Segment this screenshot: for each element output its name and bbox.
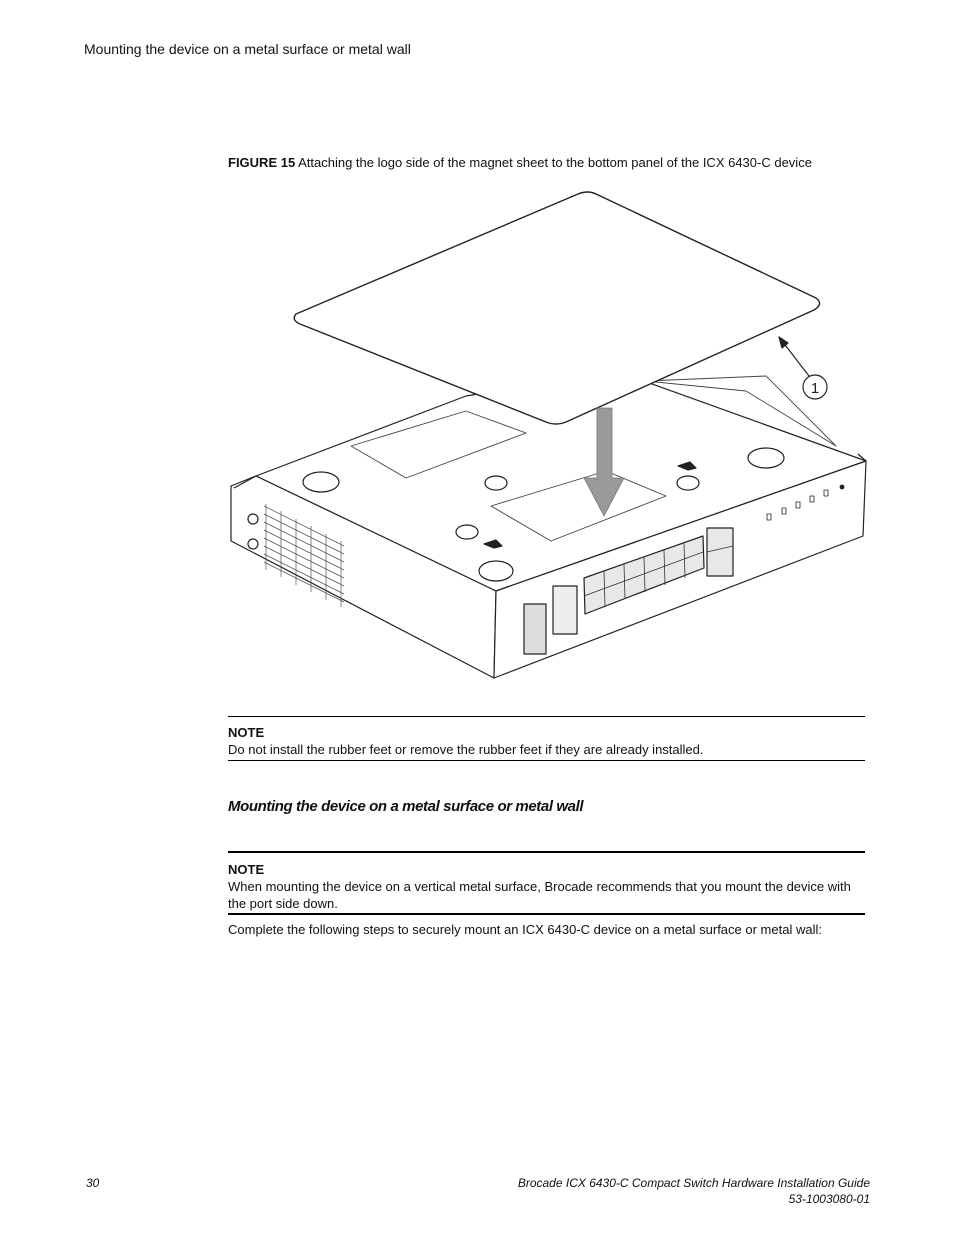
rj45-port-block (553, 586, 577, 634)
running-header: Mounting the device on a metal surface or metal wall (84, 41, 411, 57)
figure-label: FIGURE 15 (228, 155, 296, 170)
footer-doc-title: Brocade ICX 6430-C Compact Switch Hardware Installation Guide (517, 1176, 870, 1190)
page-number: 30 (86, 1176, 100, 1190)
callout-number: 1 (810, 380, 820, 397)
footer-doc-number: 53-1003080-01 (788, 1192, 870, 1206)
note-text: Do not install the rubber feet or remove the rubber feet if they are already installed. (228, 742, 704, 757)
note-label: NOTE (228, 725, 265, 740)
section-heading: Mounting the device on a metal surface or metal wall (228, 798, 584, 815)
sfp-port (524, 604, 546, 654)
footer-doc-info (518, 1175, 870, 1207)
figure-caption-text: Attaching the logo side of the magnet sheet to the bottom panel of the ICX 6430-C device (298, 155, 812, 170)
body-paragraph: Complete the following steps to securely mount an ICX 6430-C device on a metal surface or metal wall: (228, 922, 822, 937)
magnet-sheet (294, 192, 819, 424)
note-box-1 (228, 716, 865, 761)
note-text: When mounting the device on a vertical metal surface, Brocade recommends that you mount the device with the port side down. (228, 879, 851, 911)
uplink-port-block (707, 528, 733, 576)
figure-illustration (226, 186, 871, 691)
note-label: NOTE (228, 862, 265, 877)
figure-caption (228, 155, 812, 170)
note-box-2 (228, 851, 865, 915)
